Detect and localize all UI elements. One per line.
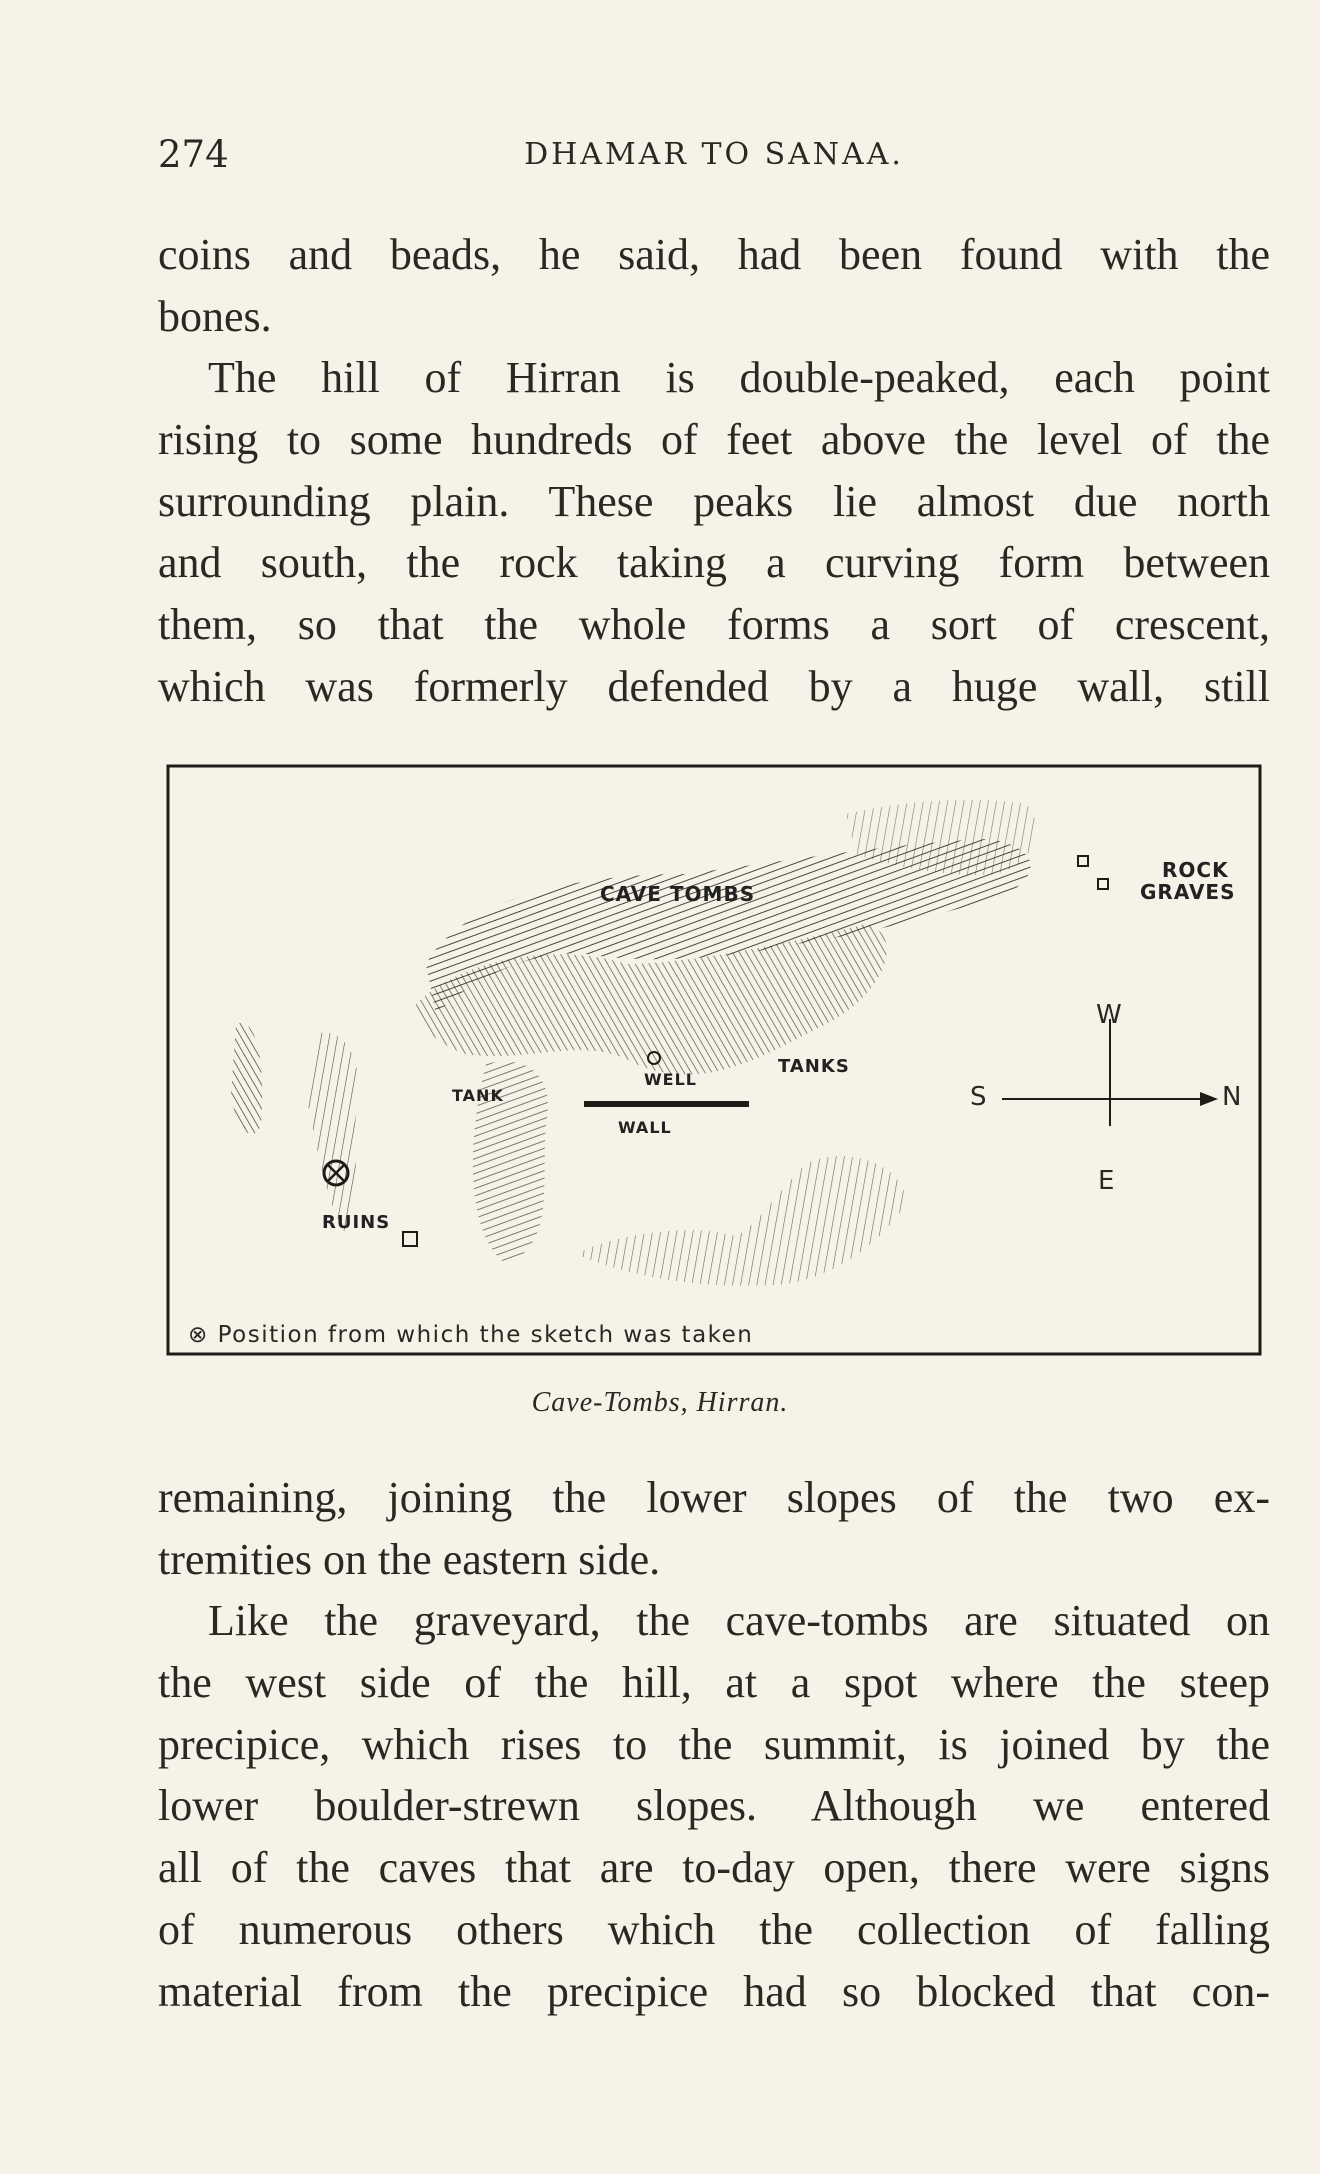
text-line: and south, the rock taking a curving form between (158, 538, 1270, 588)
paragraph-3 (158, 1467, 1270, 1591)
running-title: DHAMAR TO SANAA. (524, 137, 904, 172)
structure-mark (1098, 879, 1108, 889)
page-number: 274 (158, 133, 229, 176)
sketch-map-figure (166, 764, 1262, 1356)
compass-north: N (1222, 1082, 1242, 1112)
legend-symbol: ⊗ (188, 1322, 209, 1348)
text-line: which was formerly defended by a huge wall, still (158, 661, 1270, 711)
text-line: rising to some hundreds of feet above the level of the (158, 414, 1270, 464)
sketch-map-drawing (166, 764, 1262, 1356)
text-line: precipice, which rises to the summit, is joined by the (158, 1719, 1270, 1769)
figure-caption: Cave-Tombs, Hirran. (531, 1387, 789, 1418)
text-line: them, so that the whole forms a sort of crescent, (158, 600, 1270, 650)
compass-south: S (970, 1082, 987, 1112)
compass-east: E (1098, 1166, 1115, 1196)
paragraph-1 (158, 224, 1270, 348)
text-line: tremities on the eastern side. (158, 1534, 661, 1584)
structure-mark (1078, 856, 1088, 866)
south-hill (576, 1156, 906, 1286)
text-line: The hill of Hirran is double-peaked, each point (208, 353, 1270, 402)
label-wall: WALL (618, 1118, 672, 1137)
text-line: bones. (158, 291, 272, 341)
label-tank: TANK (452, 1086, 504, 1105)
figure-legend (188, 1322, 753, 1348)
label-rock-graves-1: ROCK (1162, 858, 1229, 882)
text-line: surrounding plain. These peaks lie almost due north (158, 476, 1270, 526)
ruins-hatching (306, 1032, 359, 1234)
paragraph-2 (158, 347, 1270, 718)
text-line: Like the graveyard, the cave-tombs are situated on (208, 1596, 1270, 1645)
text-line: remaining, joining the lower slopes of the two ex- (158, 1473, 1270, 1522)
compass-west: W (1096, 1000, 1122, 1030)
structure-mark (403, 1232, 417, 1246)
text-line: material from the precipice had so blocked that con- (158, 1966, 1270, 2016)
text-line: the west side of the hill, at a spot where the steep (158, 1657, 1270, 1707)
text-line: lower boulder-strewn slopes. Although we entered (158, 1781, 1270, 1831)
page-header (158, 133, 1270, 183)
wall-line (584, 1101, 749, 1107)
legend-text: Position from which the sketch was taken (217, 1322, 754, 1348)
text-line: all of the caves that are to-day open, there were signs (158, 1843, 1270, 1893)
ruins-hatching-2 (231, 1023, 262, 1134)
text-line: of numerous others which the collection of falling (158, 1904, 1270, 1954)
text-line: coins and beads, he said, had been found with the (158, 230, 1270, 279)
label-well: WELL (644, 1070, 697, 1089)
label-rock-graves-2: GRAVES (1140, 880, 1236, 904)
label-tanks: TANKS (778, 1056, 850, 1077)
compass-arrowhead (1200, 1092, 1218, 1106)
label-ruins: RUINS (322, 1212, 391, 1233)
label-cave-tombs: CAVE TOMBS (600, 882, 756, 906)
paragraph-4 (158, 1590, 1270, 2023)
